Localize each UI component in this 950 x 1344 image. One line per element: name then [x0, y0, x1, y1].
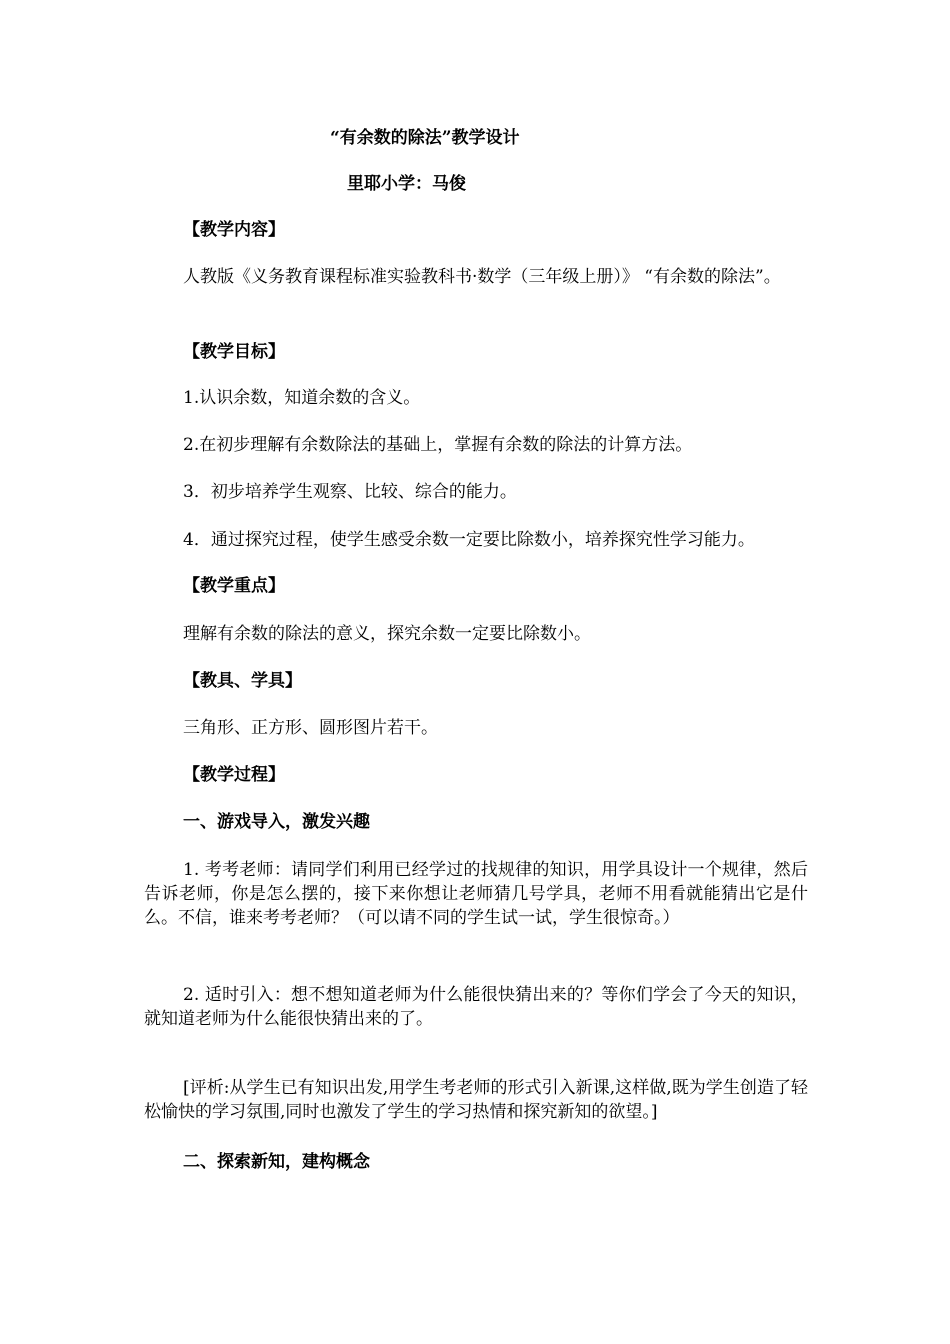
section-heading-focus: 【教学重点】 — [183, 576, 285, 596]
document-author: 里耶小学：马俊 — [347, 174, 466, 194]
tools-paragraph: 三角形、正方形、圆形图片若干。 — [183, 718, 438, 738]
part1-paragraph-2: 2. 适时引入：想不想知道老师为什么能很快猜出来的？等你们学会了今天的知识，就知道老师为什么能很快猜出来的了。 — [144, 985, 808, 1029]
goal-item-1: 1.认识余数，知道余数的含义。 — [183, 388, 421, 408]
focus-paragraph: 理解有余数的除法的意义，探究余数一定要比除数小。 — [183, 624, 591, 644]
goal-item-4: 4．通过探究过程，使学生感受余数一定要比除数小，培养探究性学习能力。 — [183, 530, 755, 550]
part2-heading: 二、探索新知，建构概念 — [183, 1152, 370, 1172]
part1-heading: 一、游戏导入，激发兴趣 — [183, 812, 370, 832]
part1-comment: [评析:从学生已有知识出发,用学生考老师的形式引入新课,这样做,既为学生创造了轻松愉快的学习氛围,同时也激发了学生的学习热情和探究新知的欲望。] — [144, 1078, 808, 1122]
content-paragraph: 人教版《义务教育课程标准实验教科书·数学（三年级上册）》 “有余数的除法”。 — [183, 267, 781, 287]
document-title: “有余数的除法”教学设计 — [330, 128, 520, 148]
section-heading-tools: 【教具、学具】 — [183, 671, 302, 691]
goal-item-3: 3．初步培养学生观察、比较、综合的能力。 — [183, 482, 517, 502]
goal-item-2: 2.在初步理解有余数除法的基础上，掌握有余数的除法的计算方法。 — [183, 435, 693, 455]
section-heading-content: 【教学内容】 — [183, 220, 285, 240]
section-heading-process: 【教学过程】 — [183, 765, 285, 785]
part1-paragraph-1: 1. 考考老师：请同学们利用已经学过的找规律的知识，用学具设计一个规律，然后告诉老师，你是怎么摆的，接下来你想让老师猜几号学具，老师不用看就能猜出它是什么。不信，谁来考考老师？（可以请不同的学生试一试，学生很惊奇。） — [144, 860, 808, 928]
section-heading-goals: 【教学目标】 — [183, 342, 285, 362]
